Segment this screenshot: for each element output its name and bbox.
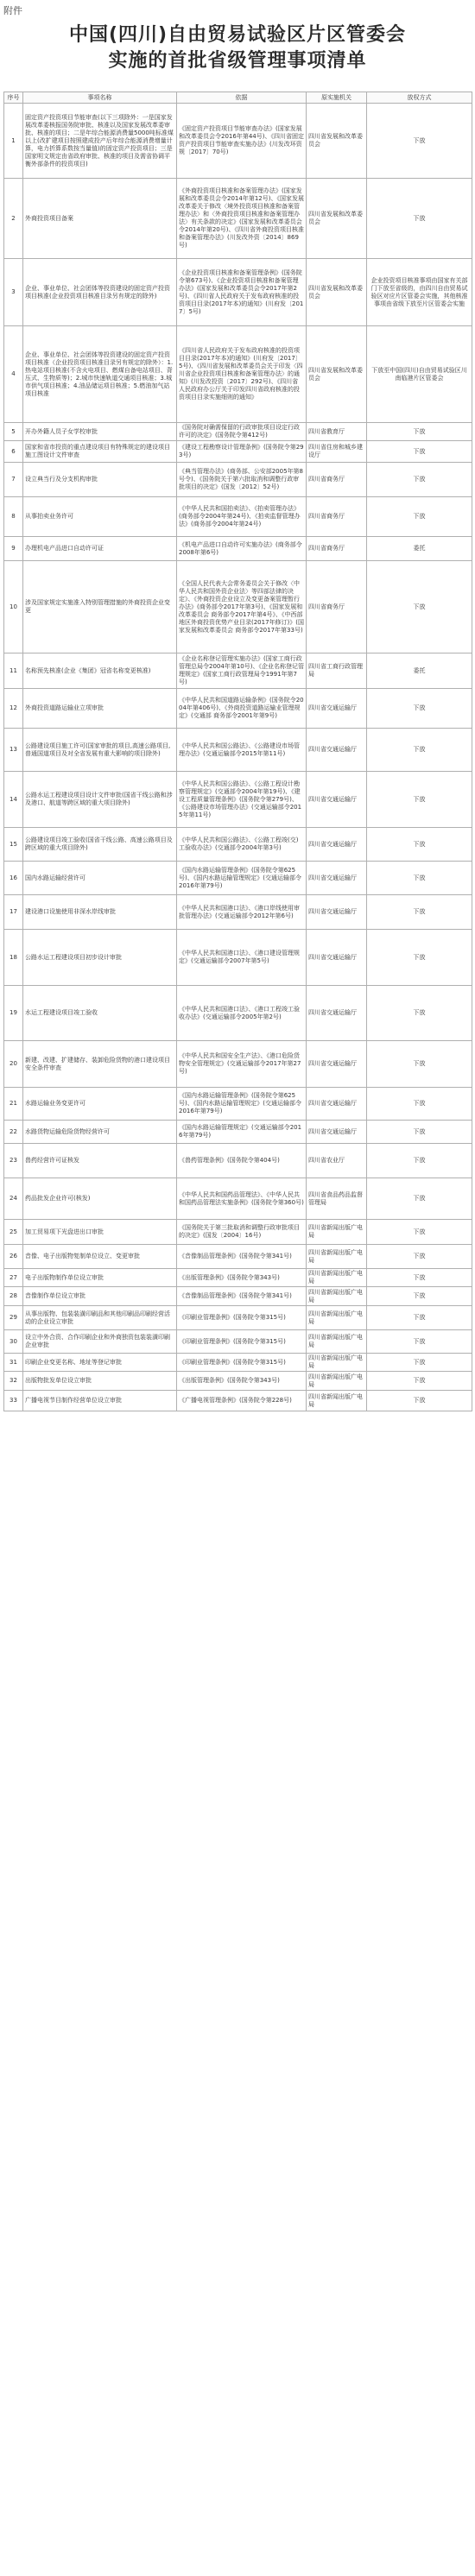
table-row [4, 1041, 472, 1088]
cell-org: 四川省农业厅 [307, 1144, 367, 1178]
cell-name: 水路运输业务变更许可 [23, 1088, 177, 1121]
table-row [4, 441, 472, 463]
cell-org: 四川省工商行政管理局 [307, 653, 367, 689]
cell-basis: 《企业名称登记管理实施办法》(国家工商行政管理总局令2004年第10号)、《企业名称登记管理规定》(国家工商行政管理局令1991年第7号) [177, 653, 307, 689]
cell-org: 四川省新闻出版广电局 [307, 1354, 367, 1372]
cell-name: 办理机电产品进口自动许可证 [23, 537, 177, 561]
cell-mode: 下放 [367, 930, 472, 986]
cell-org: 四川省交通运输厅 [307, 1088, 367, 1121]
cell-name: 公路水运工程建设项目初步设计审批 [23, 930, 177, 986]
cell-mode: 企业投资项目核准事项由国家有关部门下放至省级的，由四川自由贸易试验区对应片区管委会实施，其他核准事项由省级下放至片区管委会实施 [367, 259, 472, 326]
table-row [4, 1306, 472, 1330]
cell-no: 28 [4, 1287, 23, 1306]
cell-org: 四川省新闻出版广电局 [307, 1220, 367, 1245]
cell-no: 31 [4, 1354, 23, 1372]
cell-basis: 《中华人民共和国公路法》、《公路建设市场管理办法》(交通运输部令2015年第11号) [177, 729, 307, 772]
cell-mode: 下放 [367, 862, 472, 895]
table-row [4, 1372, 472, 1391]
table-row [4, 259, 472, 326]
cell-name: 企业、事业单位、社会团体等投资建设的固定资产投资项目核准（企业投资项目核准目录另有规定的除外）：1.热电站项目核准(不含火电项目、燃煤自备电站项目、背压式、生物质等)；2.城市快速轨道交通项目核准；3.城市供气项目核准；4.油品储运项目核准；5.燃油加气站项目核准 [23, 326, 177, 423]
cell-mode: 下放 [367, 1144, 472, 1178]
cell-name: 名称预先核准(企业《集团》冠省名称变更核准) [23, 653, 177, 689]
table-row [4, 497, 472, 537]
cell-no: 3 [4, 259, 23, 326]
cell-basis: 《国务院对确需保留的行政审批项目设定行政许可的决定》(国务院令第412号) [177, 423, 307, 441]
cell-mode: 下放 [367, 1178, 472, 1220]
cell-name: 出版物批发单位设立审批 [23, 1372, 177, 1391]
cell-mode: 下放 [367, 895, 472, 930]
table-row [4, 537, 472, 561]
cell-name: 水路货物运输危险货物经营许可 [23, 1121, 177, 1144]
table-row [4, 326, 472, 423]
cell-name: 企业、事业单位、社会团体等投资建设的固定资产投资项目核准(企业投资项目核准目录另有规定的除外) [23, 259, 177, 326]
cell-basis: 《国内水路运输管理条例》(国务院令第625号)、《国内水路运输管理规定》(交通运输部令2016年第79号) [177, 862, 307, 895]
cell-mode: 下放 [367, 1220, 472, 1245]
cell-mode: 下放 [367, 1354, 472, 1372]
cell-basis: 《机电产品进口自动许可实施办法》(商务部令2008年第6号) [177, 537, 307, 561]
table-row [4, 1391, 472, 1411]
cell-name: 新建、改建、扩建储存、装卸危险货物的港口建设项目安全条件审查 [23, 1041, 177, 1088]
cell-basis: 《音像制品管理条例》(国务院令第341号) [177, 1245, 307, 1269]
cell-mode: 下放 [367, 441, 472, 463]
header-mode: 放权方式 [367, 92, 472, 104]
cell-name: 公路建设项目竣工验收(国省干线公路、高速公路项目及跨区域的重大项目除外) [23, 828, 177, 862]
cell-mode: 下放 [367, 1306, 472, 1330]
cell-name: 加工贸易项下光盘进出口审批 [23, 1220, 177, 1245]
cell-no: 13 [4, 729, 23, 772]
cell-no: 26 [4, 1245, 23, 1269]
cell-mode: 下放 [367, 104, 472, 179]
cell-name: 水运工程建设项目竣工验收 [23, 986, 177, 1041]
table-row [4, 1354, 472, 1372]
cell-basis: 《中华人民共和国道路运输条例》(国务院令2004年第406号)、《外商投资道路运输业管理规定》(交通部 商务部令2001年第9号) [177, 689, 307, 729]
table-row [4, 772, 472, 828]
cell-no: 14 [4, 772, 23, 828]
cell-org: 四川省新闻出版广电局 [307, 1306, 367, 1330]
table-row [4, 1245, 472, 1269]
cell-name: 建设港口设施使用非深水岸线审批 [23, 895, 177, 930]
page-title-line2: 实施的首批省级管理事项清单 [108, 50, 367, 72]
cell-no: 10 [4, 561, 23, 653]
table-row [4, 862, 472, 895]
cell-org: 四川省新闻出版广电局 [307, 1269, 367, 1287]
cell-name: 音像、电子出版物复制单位设立、变更审批 [23, 1245, 177, 1269]
page-title-line1: 中国(四川)自由贸易试验区片区管委会 [68, 24, 407, 46]
cell-org: 四川省交通运输厅 [307, 1121, 367, 1144]
header-org: 原实施机关 [307, 92, 367, 104]
cell-no: 23 [4, 1144, 23, 1178]
cell-mode: 下放 [367, 561, 472, 653]
cell-no: 20 [4, 1041, 23, 1088]
cell-org: 四川省新闻出版广电局 [307, 1330, 367, 1354]
cell-no: 6 [4, 441, 23, 463]
cell-org: 四川省新闻出版广电局 [307, 1372, 367, 1391]
cell-mode: 下放 [367, 423, 472, 441]
cell-basis: 《中华人民共和国港口法》、《港口建设管理规定》(交通运输部令2007年第5号) [177, 930, 307, 986]
table-row [4, 1269, 472, 1287]
cell-basis: 《外商投资项目核准和备案管理办法》(国家发展和改革委员会令2014年第12号)、《国家发展改革委关于修改〈境外投资项目核准和备案管理办法〉和〈外商投资项目核准和备案管理办法〉有关条款的决定》(国家发展和改革委员会令2014年第20号)、《四川省外商投资项目核准和备案管理办法》(川发改外资〔2014〕869号) [177, 179, 307, 259]
cell-name: 公路水运工程建设项目设计文件审批(国省干线公路和涉及港口、航道等跨区域的重大项目除外) [23, 772, 177, 828]
table-row [4, 423, 472, 441]
cell-basis: 《国内水路运输管理条例》(国务院令第625号)、《国内水路运输管理规定》(交通运输部令2016年第79号) [177, 1088, 307, 1121]
cell-mode: 下放 [367, 828, 472, 862]
cell-mode: 下放 [367, 1287, 472, 1306]
cell-name: 设立中外合资、合作印刷企业和外商独资包装装潢印刷企业审批 [23, 1330, 177, 1354]
cell-basis: 《中华人民共和国安全生产法》、《港口危险货物安全管理规定》(交通运输部令2017年第27号) [177, 1041, 307, 1088]
cell-org: 四川省交通运输厅 [307, 729, 367, 772]
cell-name: 从事出版物、包装装潢印刷品和其他印刷品印刷经营活动的企业设立审批 [23, 1306, 177, 1330]
cell-org: 四川省发展和改革委员会 [307, 179, 367, 259]
cell-basis: 《国内水路运输管理规定》(交通运输部令2016年第79号) [177, 1121, 307, 1144]
cell-mode: 下放 [367, 986, 472, 1041]
cell-no: 32 [4, 1372, 23, 1391]
table-header-row [4, 92, 472, 104]
cell-org: 四川省发展和改革委员会 [307, 326, 367, 423]
cell-basis: 《兽药管理条例》(国务院令第404号) [177, 1144, 307, 1178]
cell-org: 四川省交通运输厅 [307, 772, 367, 828]
cell-no: 17 [4, 895, 23, 930]
cell-no: 7 [4, 463, 23, 497]
cell-org: 四川省交通运输厅 [307, 930, 367, 986]
cell-org: 四川省新闻出版广电局 [307, 1245, 367, 1269]
cell-basis: 《全国人民代表大会常务委员会关于修改〈中华人民共和国外资企业法〉等四部法律的决定》、《外商投资企业设立及变更备案管理暂行办法》(商务部令2017年第3号)、《国家发展和改革委员会 商务部令2017年第4号》、《中西部地区外商投资优势产业目录(2017年修订)》(国家发展和改革委员会 商务部令2017年第33号) [177, 561, 307, 653]
cell-basis: 《四川省人民政府关于发布政府核准的投资项目目录(2017年本)的通知》(川府发〔2017〕5号)、《四川省发展和改革委员会关于印发〈四川省企业投资项目核准和备案管理办法〉的通知》(川发改投资〔2017〕292号)、《四川省人民政府办公厅关于印发四川省政府核准的投资项目目录实施细则的通知》 [177, 326, 307, 423]
cell-name: 国内水路运输经营许可 [23, 862, 177, 895]
cell-org: 四川省教育厅 [307, 423, 367, 441]
cell-no: 9 [4, 537, 23, 561]
cell-org: 四川省交通运输厅 [307, 986, 367, 1041]
cell-mode: 下放 [367, 1121, 472, 1144]
cell-basis: 《建设工程勘察设计管理条例》(国务院令第293号) [177, 441, 307, 463]
cell-basis: 《印刷业管理条例》(国务院令第315号) [177, 1354, 307, 1372]
cell-mode: 下放至中国(四川)自由贸易试验区川南临港片区管委会 [367, 326, 472, 423]
table-row [4, 653, 472, 689]
cell-mode: 下放 [367, 689, 472, 729]
cell-basis: 《典当管理办法》(商务部、公安部2005年第8号令)、《国务院关于第六批取消和调整行政审批项目的决定》(国发〔2012〕52号) [177, 463, 307, 497]
table-row [4, 895, 472, 930]
table-row [4, 1088, 472, 1121]
cell-mode: 下放 [367, 463, 472, 497]
table-row [4, 104, 472, 179]
cell-basis: 《中华人民共和国港口法》、《港口工程竣工验收办法》(交通运输部令2005年第2号) [177, 986, 307, 1041]
cell-mode: 委托 [367, 653, 472, 689]
cell-no: 5 [4, 423, 23, 441]
cell-mode: 委托 [367, 537, 472, 561]
cell-org: 四川省商务厅 [307, 463, 367, 497]
cell-org: 四川省新闻出版广电局 [307, 1287, 367, 1306]
cell-name: 从事拍卖业务许可 [23, 497, 177, 537]
cell-mode: 下放 [367, 1391, 472, 1411]
table-row [4, 1220, 472, 1245]
cell-no: 25 [4, 1220, 23, 1245]
cell-name: 广播电视节目制作经营单位设立审批 [23, 1391, 177, 1411]
cell-no: 8 [4, 497, 23, 537]
cell-basis: 《出版管理条例》(国务院令第343号) [177, 1372, 307, 1391]
cell-basis: 《音像制品管理条例》(国务院令第341号) [177, 1287, 307, 1306]
cell-org: 四川省发展和改革委员会 [307, 104, 367, 179]
cell-basis: 《印刷业管理条例》(国务院令第315号) [177, 1330, 307, 1354]
cell-mode: 下放 [367, 729, 472, 772]
cell-basis: 《中华人民共和国港口法》、《港口岸线使用审批管理办法》(交通运输部令2012年第6号) [177, 895, 307, 930]
cell-mode: 下放 [367, 1372, 472, 1391]
cell-name: 外商投资项目备案 [23, 179, 177, 259]
cell-basis: 《印刷业管理条例》(国务院令第315号) [177, 1306, 307, 1330]
cell-mode: 下放 [367, 772, 472, 828]
cell-org: 四川省发展和改革委员会 [307, 259, 367, 326]
cell-org: 四川省交通运输厅 [307, 1041, 367, 1088]
header-no: 序号 [4, 92, 23, 104]
cell-name: 公路建设项目施工许可(国家审批的项目,高速公路项目,普通国道项目及对全省发展有重大影响的项目除外) [23, 729, 177, 772]
cell-org: 四川省交通运输厅 [307, 862, 367, 895]
header-basis: 依据 [177, 92, 307, 104]
cell-mode: 下放 [367, 1330, 472, 1354]
table-row [4, 828, 472, 862]
cell-no: 30 [4, 1330, 23, 1354]
cell-basis: 《中华人民共和国拍卖法》、《拍卖管理办法》(商务部令2004年第24号)、《拍卖监督管理办法》(商务部令2004年第24号) [177, 497, 307, 537]
cell-no: 19 [4, 986, 23, 1041]
attachment-label: 附件 [3, 5, 22, 16]
cell-basis: 《中华人民共和国药品管理法》、《中华人民共和国药品管理法实施条例》(国务院令第360号) [177, 1178, 307, 1220]
table-row [4, 986, 472, 1041]
cell-name: 设立典当行及分支机构审批 [23, 463, 177, 497]
table-row [4, 1330, 472, 1354]
cell-no: 12 [4, 689, 23, 729]
cell-name: 药品批发企业许可(核发) [23, 1178, 177, 1220]
cell-basis: 《广播电视管理条例》(国务院令第228号) [177, 1391, 307, 1411]
cell-name: 电子出版物制作单位设立审批 [23, 1269, 177, 1287]
cell-no: 1 [4, 104, 23, 179]
cell-name: 兽药经营许可证核发 [23, 1144, 177, 1178]
cell-no: 29 [4, 1306, 23, 1330]
table-row [4, 1144, 472, 1178]
cell-basis: 《企业投资项目核准和备案管理条例》(国务院令第673号)、《企业投资项目核准和备案管理办法》(国家发展和改革委员会令2017年第2号)、《四川省人民政府关于发布政府核准的投资项目目录(2017年本)的通知》(川府发〔2017〕5号) [177, 259, 307, 326]
cell-name: 外商投资道路运输业立项审批 [23, 689, 177, 729]
cell-basis: 《固定资产投资项目节能审查办法》(国家发展和改革委员会令2016年第44号)、《四川省固定资产投资项目节能审查实施办法》(川发改环资规〔2017〕70号) [177, 104, 307, 179]
cell-name: 涉及国家规定实施准入特别管理措施的外商投资企业变更 [23, 561, 177, 653]
cell-mode: 下放 [367, 1041, 472, 1088]
cell-no: 22 [4, 1121, 23, 1144]
table-row [4, 1121, 472, 1144]
cell-org: 四川省交通运输厅 [307, 895, 367, 930]
cell-basis: 《出版管理条例》(国务院令第343号) [177, 1269, 307, 1287]
cell-name: 印刷企业变更名称、地址等登记审批 [23, 1354, 177, 1372]
table-row [4, 689, 472, 729]
table-row [4, 729, 472, 772]
cell-mode: 下放 [367, 179, 472, 259]
header-name: 事项名称 [23, 92, 177, 104]
table-row [4, 1287, 472, 1306]
cell-no: 2 [4, 179, 23, 259]
table-row [4, 930, 472, 986]
cell-org: 四川省交通运输厅 [307, 828, 367, 862]
cell-no: 27 [4, 1269, 23, 1287]
cell-org: 四川省交通运输厅 [307, 689, 367, 729]
cell-mode: 下放 [367, 497, 472, 537]
cell-name: 固定资产投资项目节能审查(以下三项除外：一是国家发展改革委核报国务院审批、核准以及国家发展改革委审批、核准的项目；二是年综合能源消费量5000吨标准煤以上(改扩建项目按照建成投产后年综合能源消费增量计算，电力折算系数按当量值)的固定资产投资项目；三是国家明文规定由省政府审批、核准的项目及需省协调平衡外部条件的投资项目) [23, 104, 177, 179]
cell-basis: 《国务院关于第三批取消和调整行政审批项目的决定》(国发〔2004〕16号) [177, 1220, 307, 1245]
table-row [4, 463, 472, 497]
cell-org: 四川省商务厅 [307, 537, 367, 561]
cell-mode: 下放 [367, 1088, 472, 1121]
cell-org: 四川省商务厅 [307, 497, 367, 537]
cell-no: 16 [4, 862, 23, 895]
table-row [4, 179, 472, 259]
cell-no: 15 [4, 828, 23, 862]
cell-mode: 下放 [367, 1245, 472, 1269]
cell-org: 四川省新闻出版广电局 [307, 1391, 367, 1411]
cell-no: 18 [4, 930, 23, 986]
table-row [4, 1178, 472, 1220]
cell-no: 4 [4, 326, 23, 423]
cell-basis: 《中华人民共和国公路法》、《公路工程设计勘察管理规定》(交通部令2004年第19号)、《建设工程质量管理条例》(国务院令第279号)、《公路建设市场管理办法》(交通运输部令2015年第11号) [177, 772, 307, 828]
cell-no: 11 [4, 653, 23, 689]
cell-name: 国家和省市投资的重点建设项目有特殊规定的建设项目施工图设计文件审查 [23, 441, 177, 463]
cell-basis: 《中华人民共和国公路法》、《公路工程竣(交)工验收办法》(交通部令2004年第3号) [177, 828, 307, 862]
cell-name: 开办外籍人员子女学校审批 [23, 423, 177, 441]
cell-no: 33 [4, 1391, 23, 1411]
cell-name: 音像制作单位设立审批 [23, 1287, 177, 1306]
cell-org: 四川省住房和城乡建设厅 [307, 441, 367, 463]
cell-no: 24 [4, 1178, 23, 1220]
table-row [4, 561, 472, 653]
cell-org: 四川省食品药品监督管理局 [307, 1178, 367, 1220]
cell-mode: 下放 [367, 1269, 472, 1287]
matters-table [3, 92, 472, 1411]
cell-no: 21 [4, 1088, 23, 1121]
cell-org: 四川省商务厅 [307, 561, 367, 653]
